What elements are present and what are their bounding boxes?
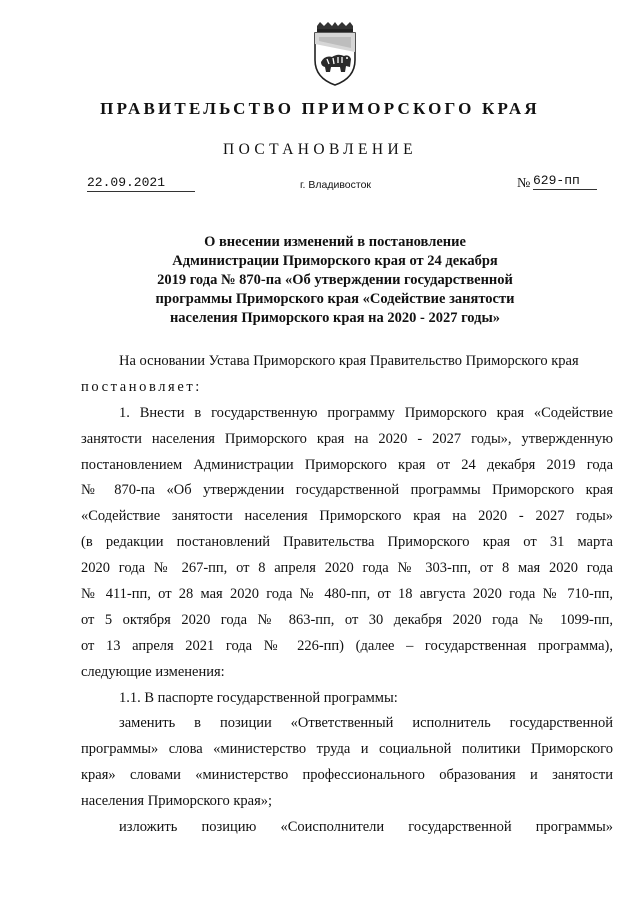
body-line: 1. Внести в государственную программу Приморского края «Содействие <box>119 404 613 421</box>
body-line: На основании Устава Приморского края Правительство Приморского края <box>119 353 579 369</box>
body-line: постановляет: <box>81 378 202 395</box>
body-line: 2020 года № 267-пп, от 8 апреля 2020 года № 303-пп, от 8 мая 2020 года <box>81 560 613 577</box>
heading-line: программы Приморского края «Содействие занятости <box>155 291 515 307</box>
body-line: занятости населения Приморского края на 2020 - 2027 годы», утвержденную <box>81 430 613 447</box>
body-line: края» словами «министерство профессионального образования и занятости <box>81 767 613 784</box>
document-city: г. Владивосток <box>300 179 372 191</box>
body-line: населения Приморского края»; <box>81 793 273 810</box>
primorsky-coat-of-arms-icon <box>311 22 359 86</box>
body-line: изложить позицию «Соисполнители государственной программы» <box>119 819 613 836</box>
document-type: ПОСТАНОВЛЕНИЕ <box>223 141 417 158</box>
body-line: «Содействие занятости населения Приморского края на 2020 - 2027 годы» <box>81 508 613 525</box>
heading-line: 2019 года № 870-па «Об утверждении государственной <box>157 272 513 288</box>
body-line: от 5 октября 2020 года № 863-пп, от 30 декабря 2020 года № 1099-пп, <box>81 611 613 628</box>
document-date: 22.09.2021 <box>87 175 195 192</box>
body-line: постановлением Администрации Приморского края от 24 декабря 2019 года <box>81 456 613 473</box>
heading-line: населения Приморского края на 2020 - 2027 годы» <box>169 310 501 326</box>
body-line: программы» слова «министерство труда и социальной политики Приморского <box>81 741 613 758</box>
document-heading <box>110 233 560 328</box>
government-title: ПРАВИТЕЛЬСТВО ПРИМОРСКОГО КРАЯ <box>100 99 540 118</box>
body-line: заменить в позиции «Ответственный исполнитель государственной <box>119 715 613 732</box>
body-line: (в редакции постановлений Правительства Приморского края от 31 марта <box>81 534 613 551</box>
body-line: № 411-пп, от 28 мая 2020 года № 480-пп, от 18 августа 2020 года № 710-пп, <box>81 586 613 603</box>
body-line: № 870-па «Об утверждении государственной программы Приморского края <box>81 482 613 499</box>
body-line: следующие изменения: <box>81 663 225 680</box>
heading-line: Администрации Приморского края от 24 декабря <box>172 253 498 269</box>
document-body <box>81 349 613 841</box>
heading-line: О внесении изменений в постановление <box>204 234 466 250</box>
body-line: от 13 апреля 2021 года № 226-пп) (далее – государственная программа), <box>81 637 613 654</box>
body-line: 1.1. В паспорте государственной программы: <box>119 689 398 706</box>
document-number: 629-пп <box>533 173 597 190</box>
number-label: № <box>517 176 531 191</box>
